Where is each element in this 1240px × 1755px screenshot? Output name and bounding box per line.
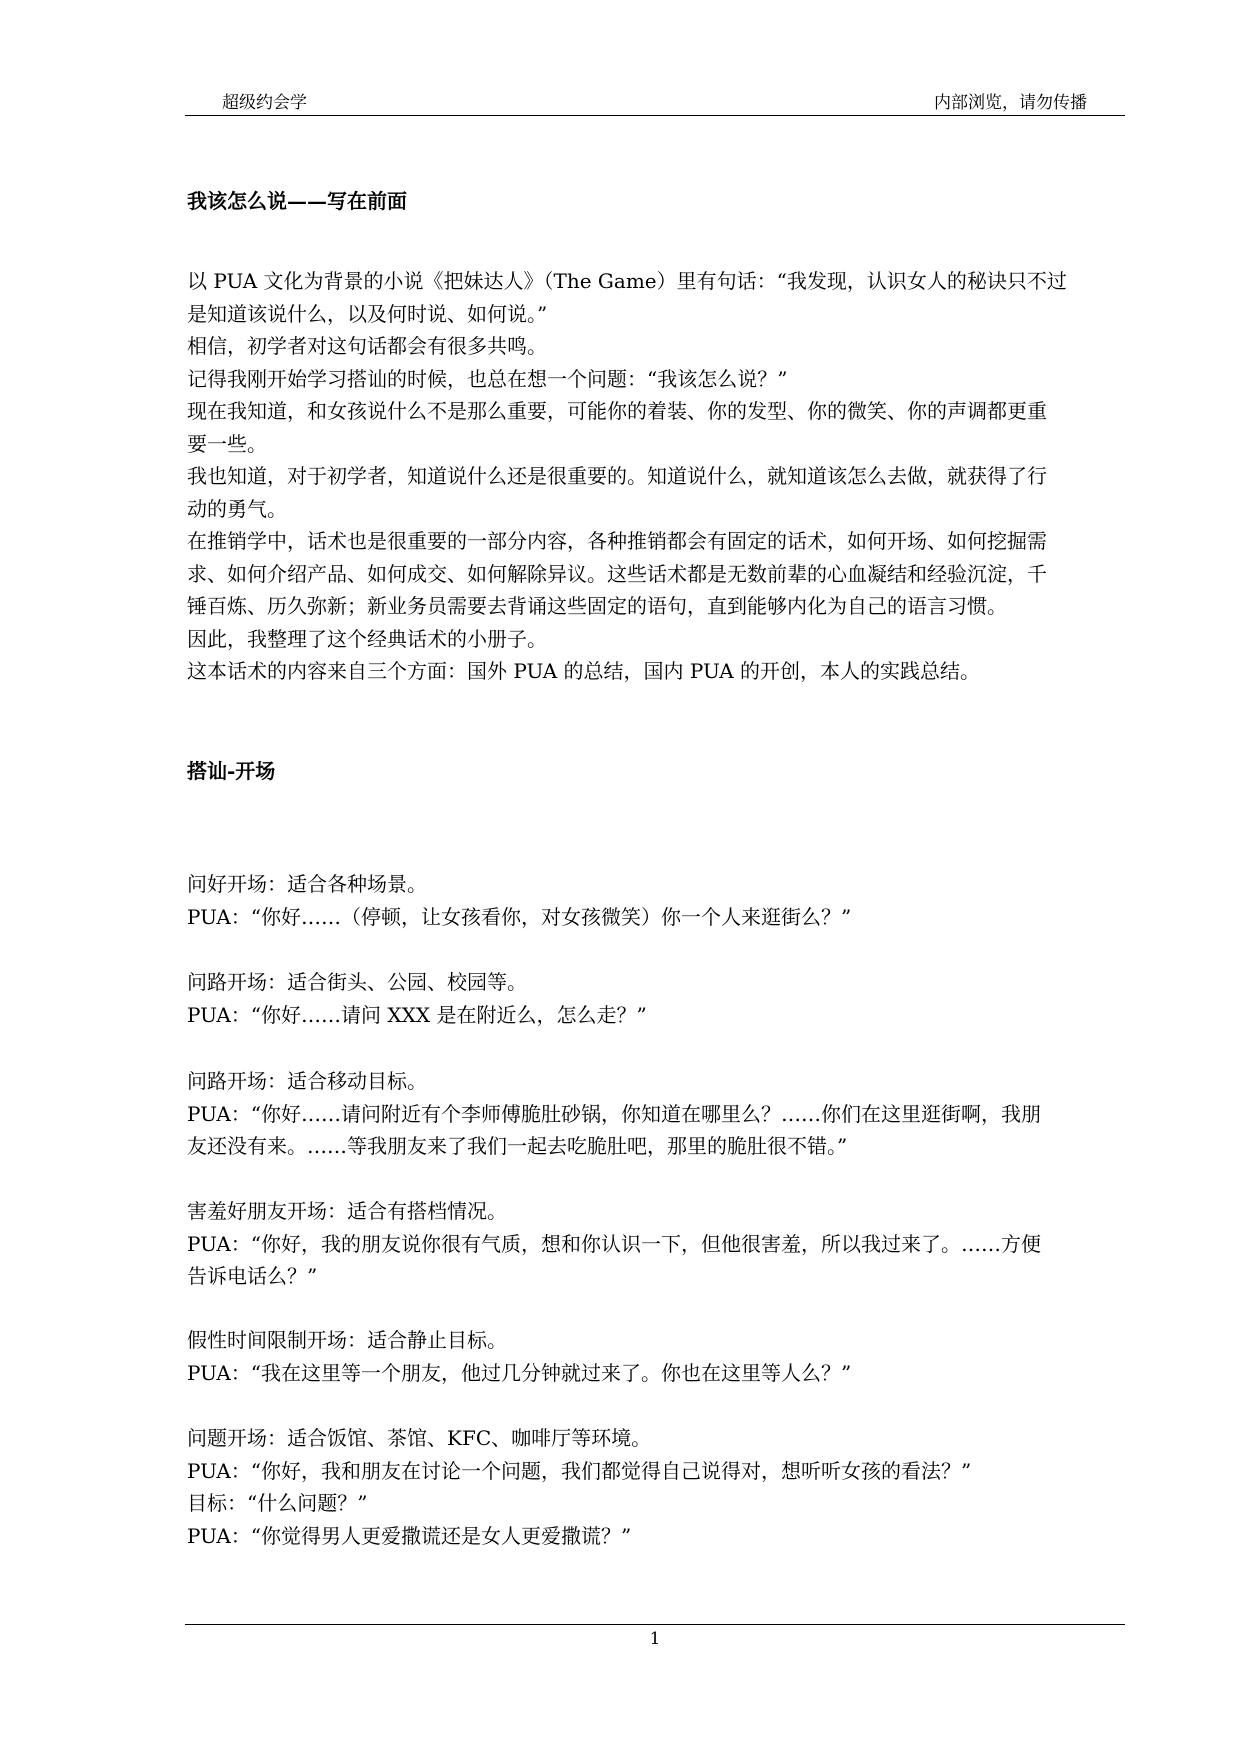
opener-ask-directions [187, 966, 1127, 1031]
text-line: 这本话术的内容来自三个方面：国外 PUA 的总结，国内 PUA 的开创，本人的实践总结。 [187, 659, 981, 683]
text-line: 记得我刚开始学习搭讪的时候，也总在想一个问题：“我该怎么说？” [187, 366, 788, 391]
header-title: 超级约会学 [222, 93, 307, 113]
text-line: 告诉电话么？” [187, 1264, 318, 1288]
intro-paragraphs [187, 265, 1127, 688]
text-line: 问路开场：适合移动目标。 [187, 1069, 427, 1093]
text-line: PUA：“你好，我的朋友说你很有气质，想和你认识一下，但他很害羞，所以我过来了。……方便 [187, 1231, 1042, 1256]
text-line: 在推销学中，话术也是很重要的一部分内容，各种推销都会有固定的话术，如何开场、如何挖掘需 [187, 529, 1047, 553]
text-line: 相信，初学者对这句话都会有很多共鸣。 [187, 334, 547, 358]
text-line: 害羞好朋友开场：适合有搭档情况。 [187, 1199, 507, 1223]
text-line: 求、如何介绍产品、如何成交、如何解除异议。这些话术都是无数前辈的心血凝结和经验沉淀，千 [187, 561, 1047, 586]
text-line: 是知道该说什么，以及何时说、如何说。” [187, 301, 548, 326]
text-line: 假性时间限制开场：适合静止目标。 [187, 1328, 507, 1352]
text-line: 因此，我整理了这个经典话术的小册子。 [187, 626, 547, 651]
text-line: PUA：“你觉得男人更爱撒谎还是女人更爱撒谎？” [187, 1523, 632, 1548]
text-line: 目标：“什么问题？” [187, 1491, 368, 1515]
text-line: PUA：“你好……请问附近有个李师傅脆肚砂锅，你知道在哪里么？……你们在这里逛街啊，我朋 [187, 1101, 1042, 1126]
text-line: 我也知道，对于初学者，知道说什么还是很重要的。知道说什么，就知道该怎么去做，就获得了行 [187, 464, 1047, 488]
page-header [185, 85, 1125, 116]
page-number: 1 [649, 1629, 661, 1649]
text-line: 问题开场：适合饭馆、茶馆、KFC、咖啡厅等环境。 [187, 1426, 652, 1450]
opener-shy-friend [187, 1195, 1127, 1293]
opener-ask-directions-moving [187, 1065, 1127, 1163]
opener-false-time-constraint [187, 1324, 1127, 1389]
text-line: PUA：“我在这里等一个朋友，他过几分钟就过来了。你也在这里等人么？” [187, 1360, 852, 1385]
text-line: PUA：“你好……（停顿，让女孩看你，对女孩微笑）你一个人来逛街么？” [187, 904, 852, 929]
text-line: 友还没有来。……等我朋友来了我们一起去吃脆肚吧，那里的脆肚很不错。” [187, 1134, 848, 1158]
section-heading-intro: 我该怎么说——写在前面 [187, 189, 407, 213]
text-line: 问好开场：适合各种场景。 [187, 872, 427, 896]
text-line: 以 PUA 文化为背景的小说《把妹达人》（The Game）里有句话：“我发现，认识女人的秘诀只不过 [187, 269, 1067, 293]
footer-divider [185, 1624, 1125, 1625]
text-line: 锤百炼、历久弥新；新业务员需要去背诵这些固定的语句，直到能够内化为自己的语言习惯。 [187, 594, 1007, 618]
text-line: PUA：“你好，我和朋友在讨论一个问题，我们都觉得自己说得对，想听听女孩的看法？” [187, 1458, 972, 1483]
text-line: 要一些。 [187, 431, 267, 456]
section-heading-openers: 搭讪-开场 [187, 759, 276, 783]
text-line: 动的勇气。 [187, 496, 287, 521]
text-line: 问路开场：适合街头、公园、校园等。 [187, 970, 527, 994]
text-line: 现在我知道，和女孩说什么不是那么重要，可能你的着装、你的发型、你的微笑、你的声调都更重 [187, 399, 1047, 423]
opener-greeting [187, 868, 1127, 933]
text-line: PUA：“你好……请问 XXX 是在附近么，怎么走？” [187, 1002, 647, 1027]
opener-question [187, 1422, 1127, 1552]
header-notice: 内部浏览，请勿传播 [934, 93, 1087, 113]
